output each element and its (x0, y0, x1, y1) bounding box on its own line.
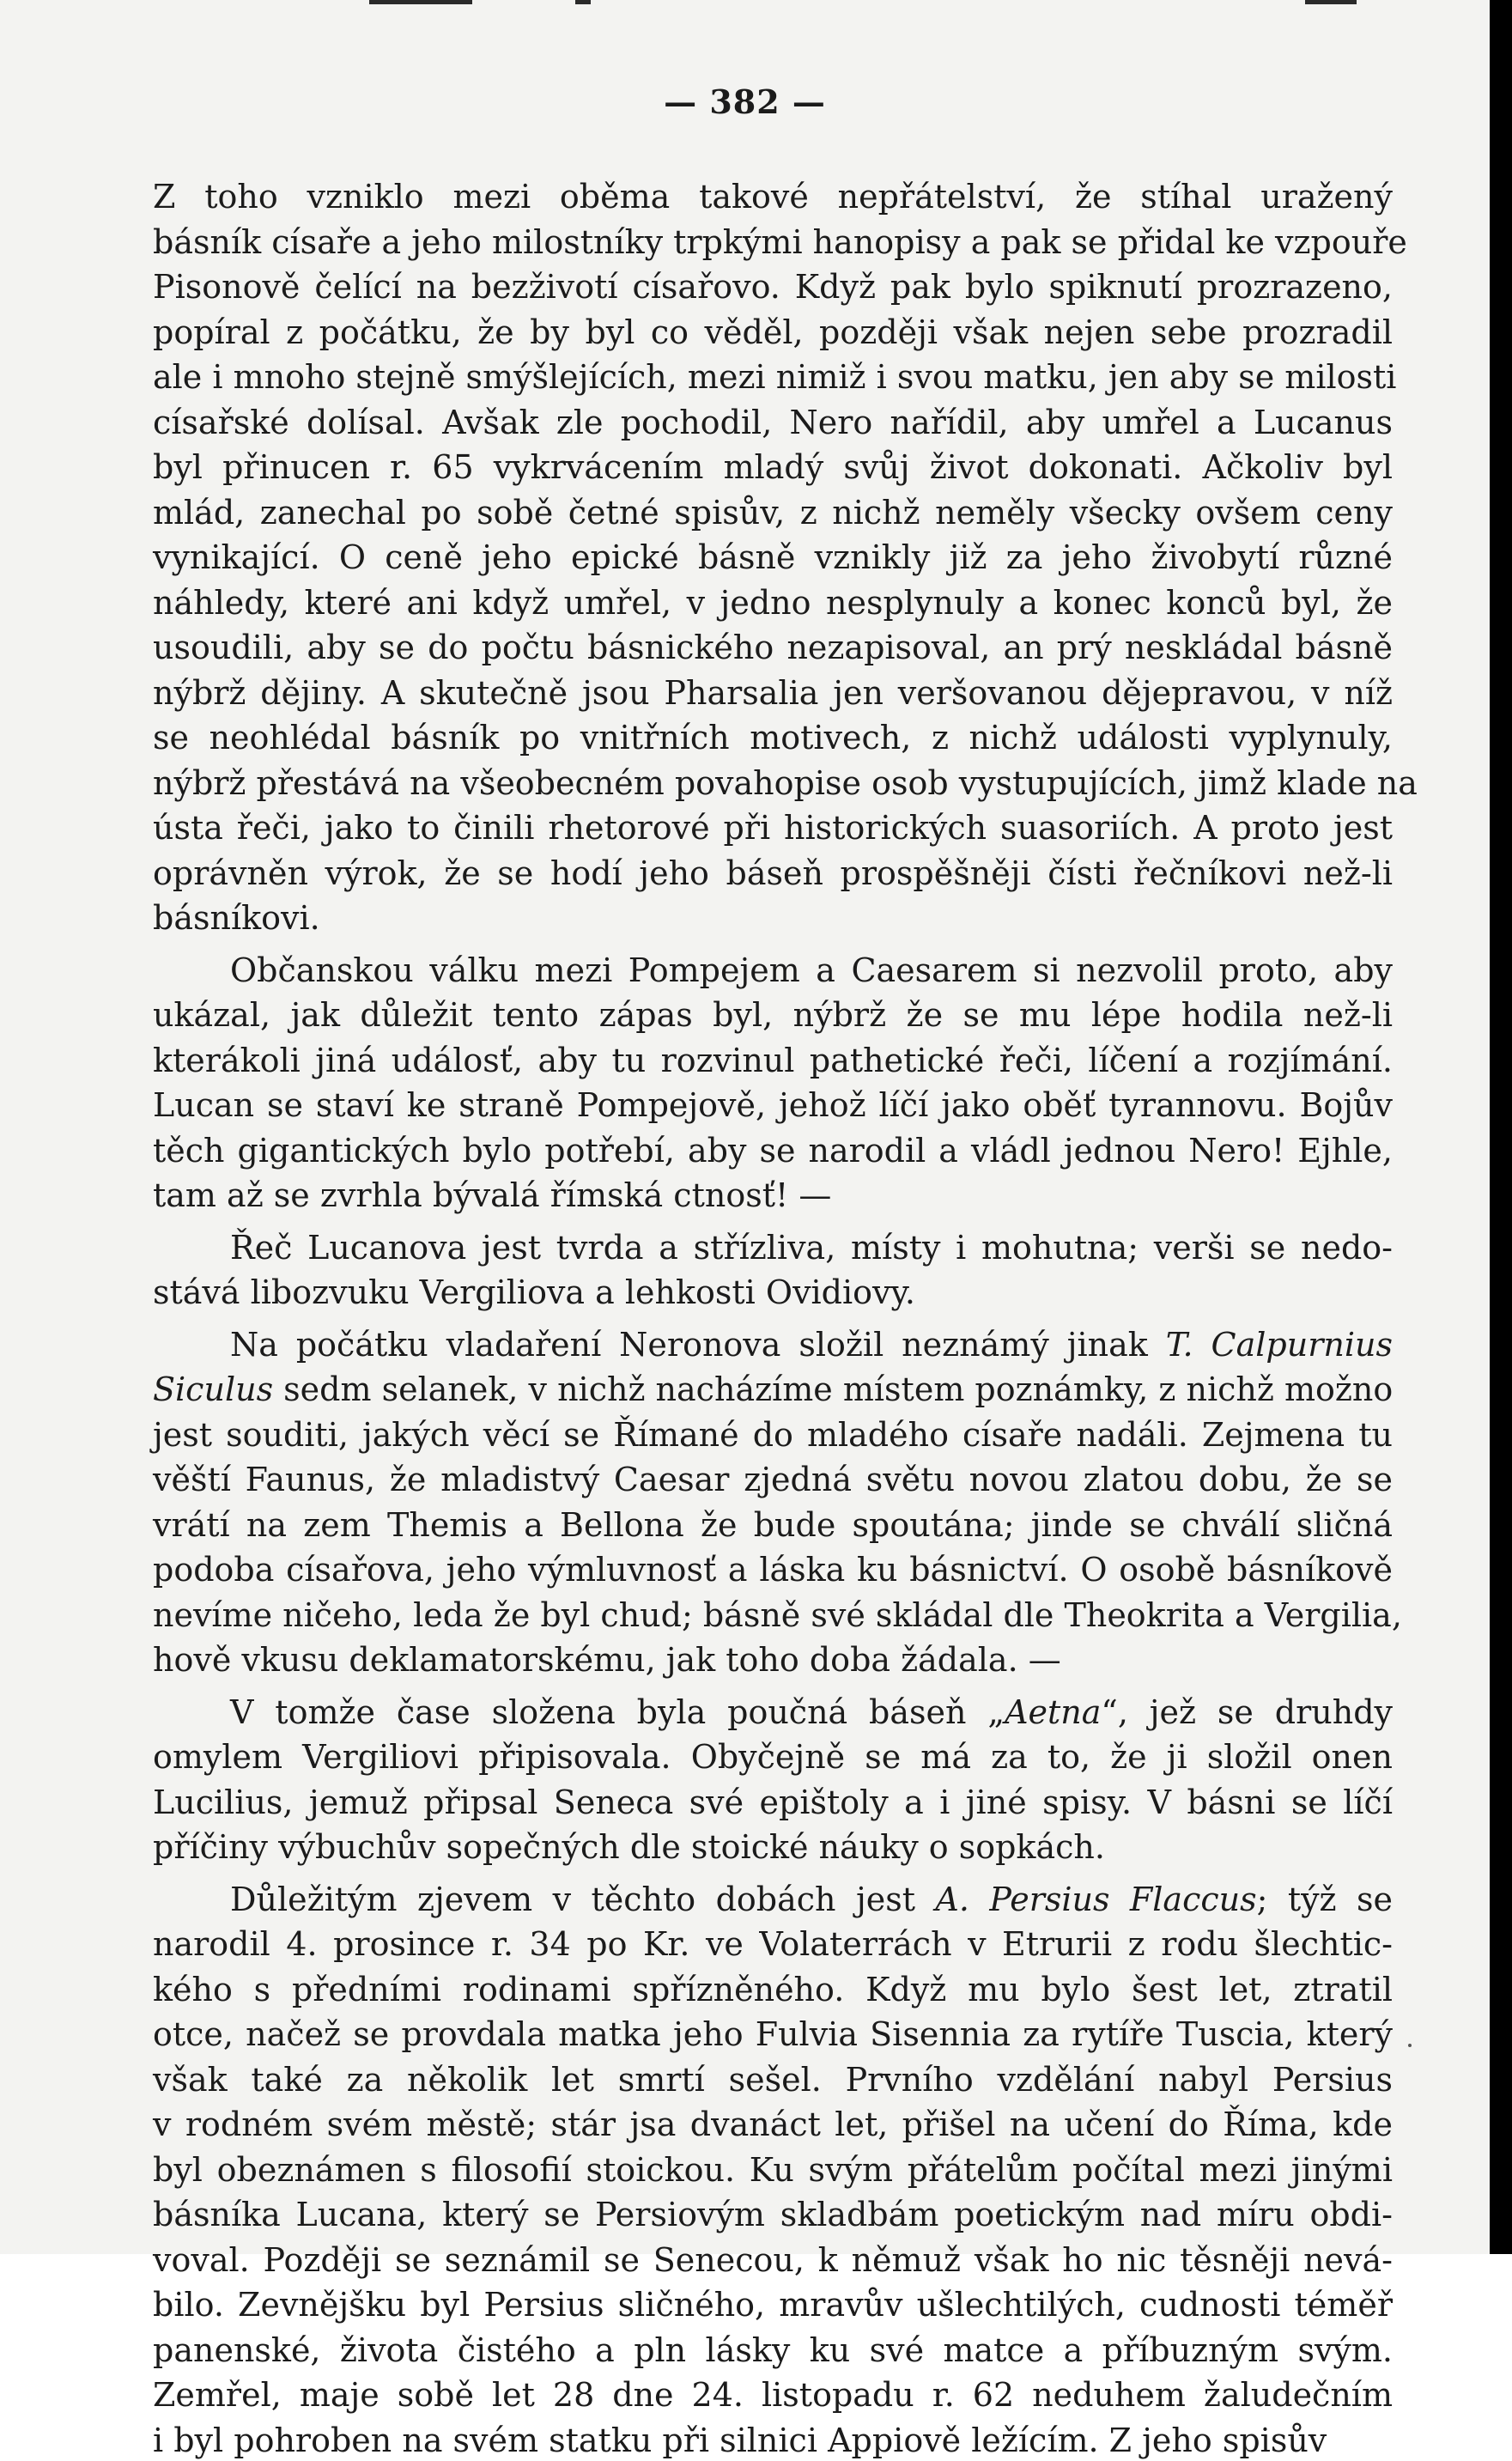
text-line: vynikající. O ceně jeho epické básně vznikly již za jeho živobytí různé (153, 538, 1393, 576)
text-line: oprávněn výrok, že se hodí jeho báseň prospěšněji čísti řečníkovi než-li (153, 854, 1393, 892)
text-line: básník císaře a jeho milostníky trpkými hanopisy a pak se přidal ke vzpouře (153, 222, 1407, 261)
text-line: tam až se zvrhla bývalá římská ctnosť! — (153, 1176, 832, 1214)
text-line: věští Faunus, že mladistvý Caesar zjedná světu novou zlatou dobu, že se (153, 1461, 1393, 1498)
text-line: i byl pohroben na svém statku při silnici Appiově ležícím. Z jeho spisův (153, 2421, 1327, 2459)
scan-mark (1305, 0, 1357, 4)
text-line: Řeč Lucanova jest tvrda a střízliva, místy i mohutna; verši se nedo- (230, 1228, 1393, 1267)
text-line: stává libozvuku Vergiliova a lehkosti Ovidiovy. (153, 1273, 916, 1311)
text-line: Důležitým zjevem v těchto dobách jest A. Persius Flaccus; týž se (230, 1880, 1393, 1918)
text-line: omylem Vergiliovi připisovala. Obyčejně se má za to, že ji složil onen (153, 1738, 1393, 1776)
text-line: hově vkusu deklamatorskému, jak toho doba žádala. — (153, 1641, 1061, 1679)
text-line: byl obeznámen s filosofií stoickou. Ku svým přátelům počítal mezi jinými (153, 2150, 1393, 2189)
text-line: nýbrž dějiny. A skutečně jsou Pharsalia jen veršovanou dějepravou, v níž (153, 673, 1393, 712)
text-line: bilo. Zevnějšku byl Persius sličného, mravův ušlechtilých, cudnosti téměř (153, 2286, 1393, 2324)
text-line: byl přinucen r. 65 vykrvácením mladý svůj život dokonati. Ačkoliv byl (153, 448, 1393, 486)
page-number: — 382 — (664, 82, 826, 121)
text-line: těch gigantických bylo potřebí, aby se narodil a vládl jednou Nero! Ejhle, (153, 1131, 1393, 1170)
text-line: Z toho vzniklo mezi oběma takové nepřátelství, že stíhal uražený (153, 178, 1393, 216)
text-line: ústa řeči, jako to činili rhetorové při historických suasoriích. A proto jest (153, 809, 1393, 847)
text-line: podoba císařova, jeho výmluvnosť a láska ku básnictví. O osobě básníkově (153, 1551, 1393, 1589)
text-line: popíral z počátku, že by byl co věděl, později však nejen sebe prozradil (153, 313, 1393, 351)
text-line: Siculus sedm selanek, v nichž nacházíme místem poznámky, z nichž možno (153, 1370, 1394, 1408)
text-line: císařské dolísal. Avšak zle pochodil, Nero nařídil, aby umřel a Lucanus (153, 403, 1393, 441)
text-line: panenské, života čistého a pln lásky ku své matce a příbuzným svým. (153, 2330, 1393, 2369)
scan-mark (369, 0, 472, 4)
scan-edge-marks (0, 0, 1490, 9)
text-line: nýbrž přestává na všeobecném povahopise osob vystupujících, jimž klade na (153, 763, 1418, 802)
text-line: mlád, zanechal po sobě četné spisův, z nichž neměly všecky ovšem ceny (153, 493, 1393, 532)
text-line: náhledy, které ani když umřel, v jedno nesplynuly a konec konců byl, že (153, 583, 1393, 622)
text-line: nevíme ničeho, leda že byl chud; básně své skládal dle Theokrita a Vergilia, (153, 1595, 1402, 1634)
text-line: se neohlédal básník po vnitřních motivech, z nichž události vyplynuly, (153, 719, 1393, 757)
text-line: básníka Lucana, který se Persiovým skladbám poetickým nad míru obdi- (153, 2196, 1393, 2233)
text-line: usoudili, aby se do počtu básnického nezapisoval, an prý neskládal básně (153, 629, 1393, 666)
text-line: Na počátku vladaření Neronova složil neznámý jinak T. Calpurnius (230, 1325, 1393, 1364)
text-line: kého s předními rodinami spřízněného. Když mu bylo šest let, ztratil (153, 1970, 1393, 2008)
text-line: příčiny výbuchův sopečných dle stoické náuky o sopkách. (153, 1828, 1105, 1866)
text-line: vrátí na zem Themis a Bellona že bude spoutána; jinde se chválí sličná (153, 1505, 1393, 1544)
scan-mark (575, 0, 591, 4)
text-line: Lucan se staví ke straně Pompejově, jehož líčí jako oběť tyrannovu. Bojův (153, 1086, 1393, 1124)
text-line: ukázal, jak důležit tento zápas byl, nýbrž že se mu lépe hodila než-li (153, 996, 1393, 1034)
text-line: narodil 4. prosince r. 34 po Kr. ve Volaterrách v Etrurii z rodu šlechtic- (153, 1925, 1393, 1963)
text-line: básníkovi. (153, 899, 320, 937)
text-line: však také za několik let smrtí sešel. Prvního vzdělání nabyl Persius (153, 2060, 1393, 2099)
scan-speck (1408, 2044, 1412, 2047)
text-line: Občanskou válku mezi Pompejem a Caesarem si nezvolil proto, aby (230, 951, 1393, 989)
text-line: ale i mnoho stejně smýšlejících, mezi nimiž i svou matku, jen aby se milosti (153, 358, 1397, 396)
text-line: voval. Později se seznámil se Senecou, k němuž však ho nic těsněji nevá- (153, 2240, 1393, 2279)
text-line: otce, načež se provdala matka jeho Fulvia Sisennia za rytíře Tuscia, který (153, 2015, 1393, 2053)
text-line: V tomže čase složena byla poučná báseň „Aetna“, jež se druhdy (230, 1692, 1393, 1731)
text-line: jest souditi, jakých věcí se Římané do mladého císaře nadáli. Zejmena tu (153, 1415, 1393, 1454)
text-line: Zemřel, maje sobě let 28 dne 24. listopadu r. 62 neduhem žaludečním (153, 2376, 1393, 2414)
text-line: Lucilius, jemuž připsal Seneca své epištoly a i jiné spisy. V básni se líčí (153, 1783, 1393, 1821)
body-text (153, 176, 1418, 2459)
text-line: Pisonově čelící na bezživotí císařovo. Když pak bylo spiknutí prozrazeno, (153, 268, 1393, 306)
text-line: v rodném svém městě; stár jsa dvanáct let, přišel na učení do Říma, kde (153, 2106, 1393, 2143)
text-line: kterákoli jiná událosť, aby tu rozvinul pathetické řeči, líčení a rozjímání. (153, 1041, 1393, 1079)
